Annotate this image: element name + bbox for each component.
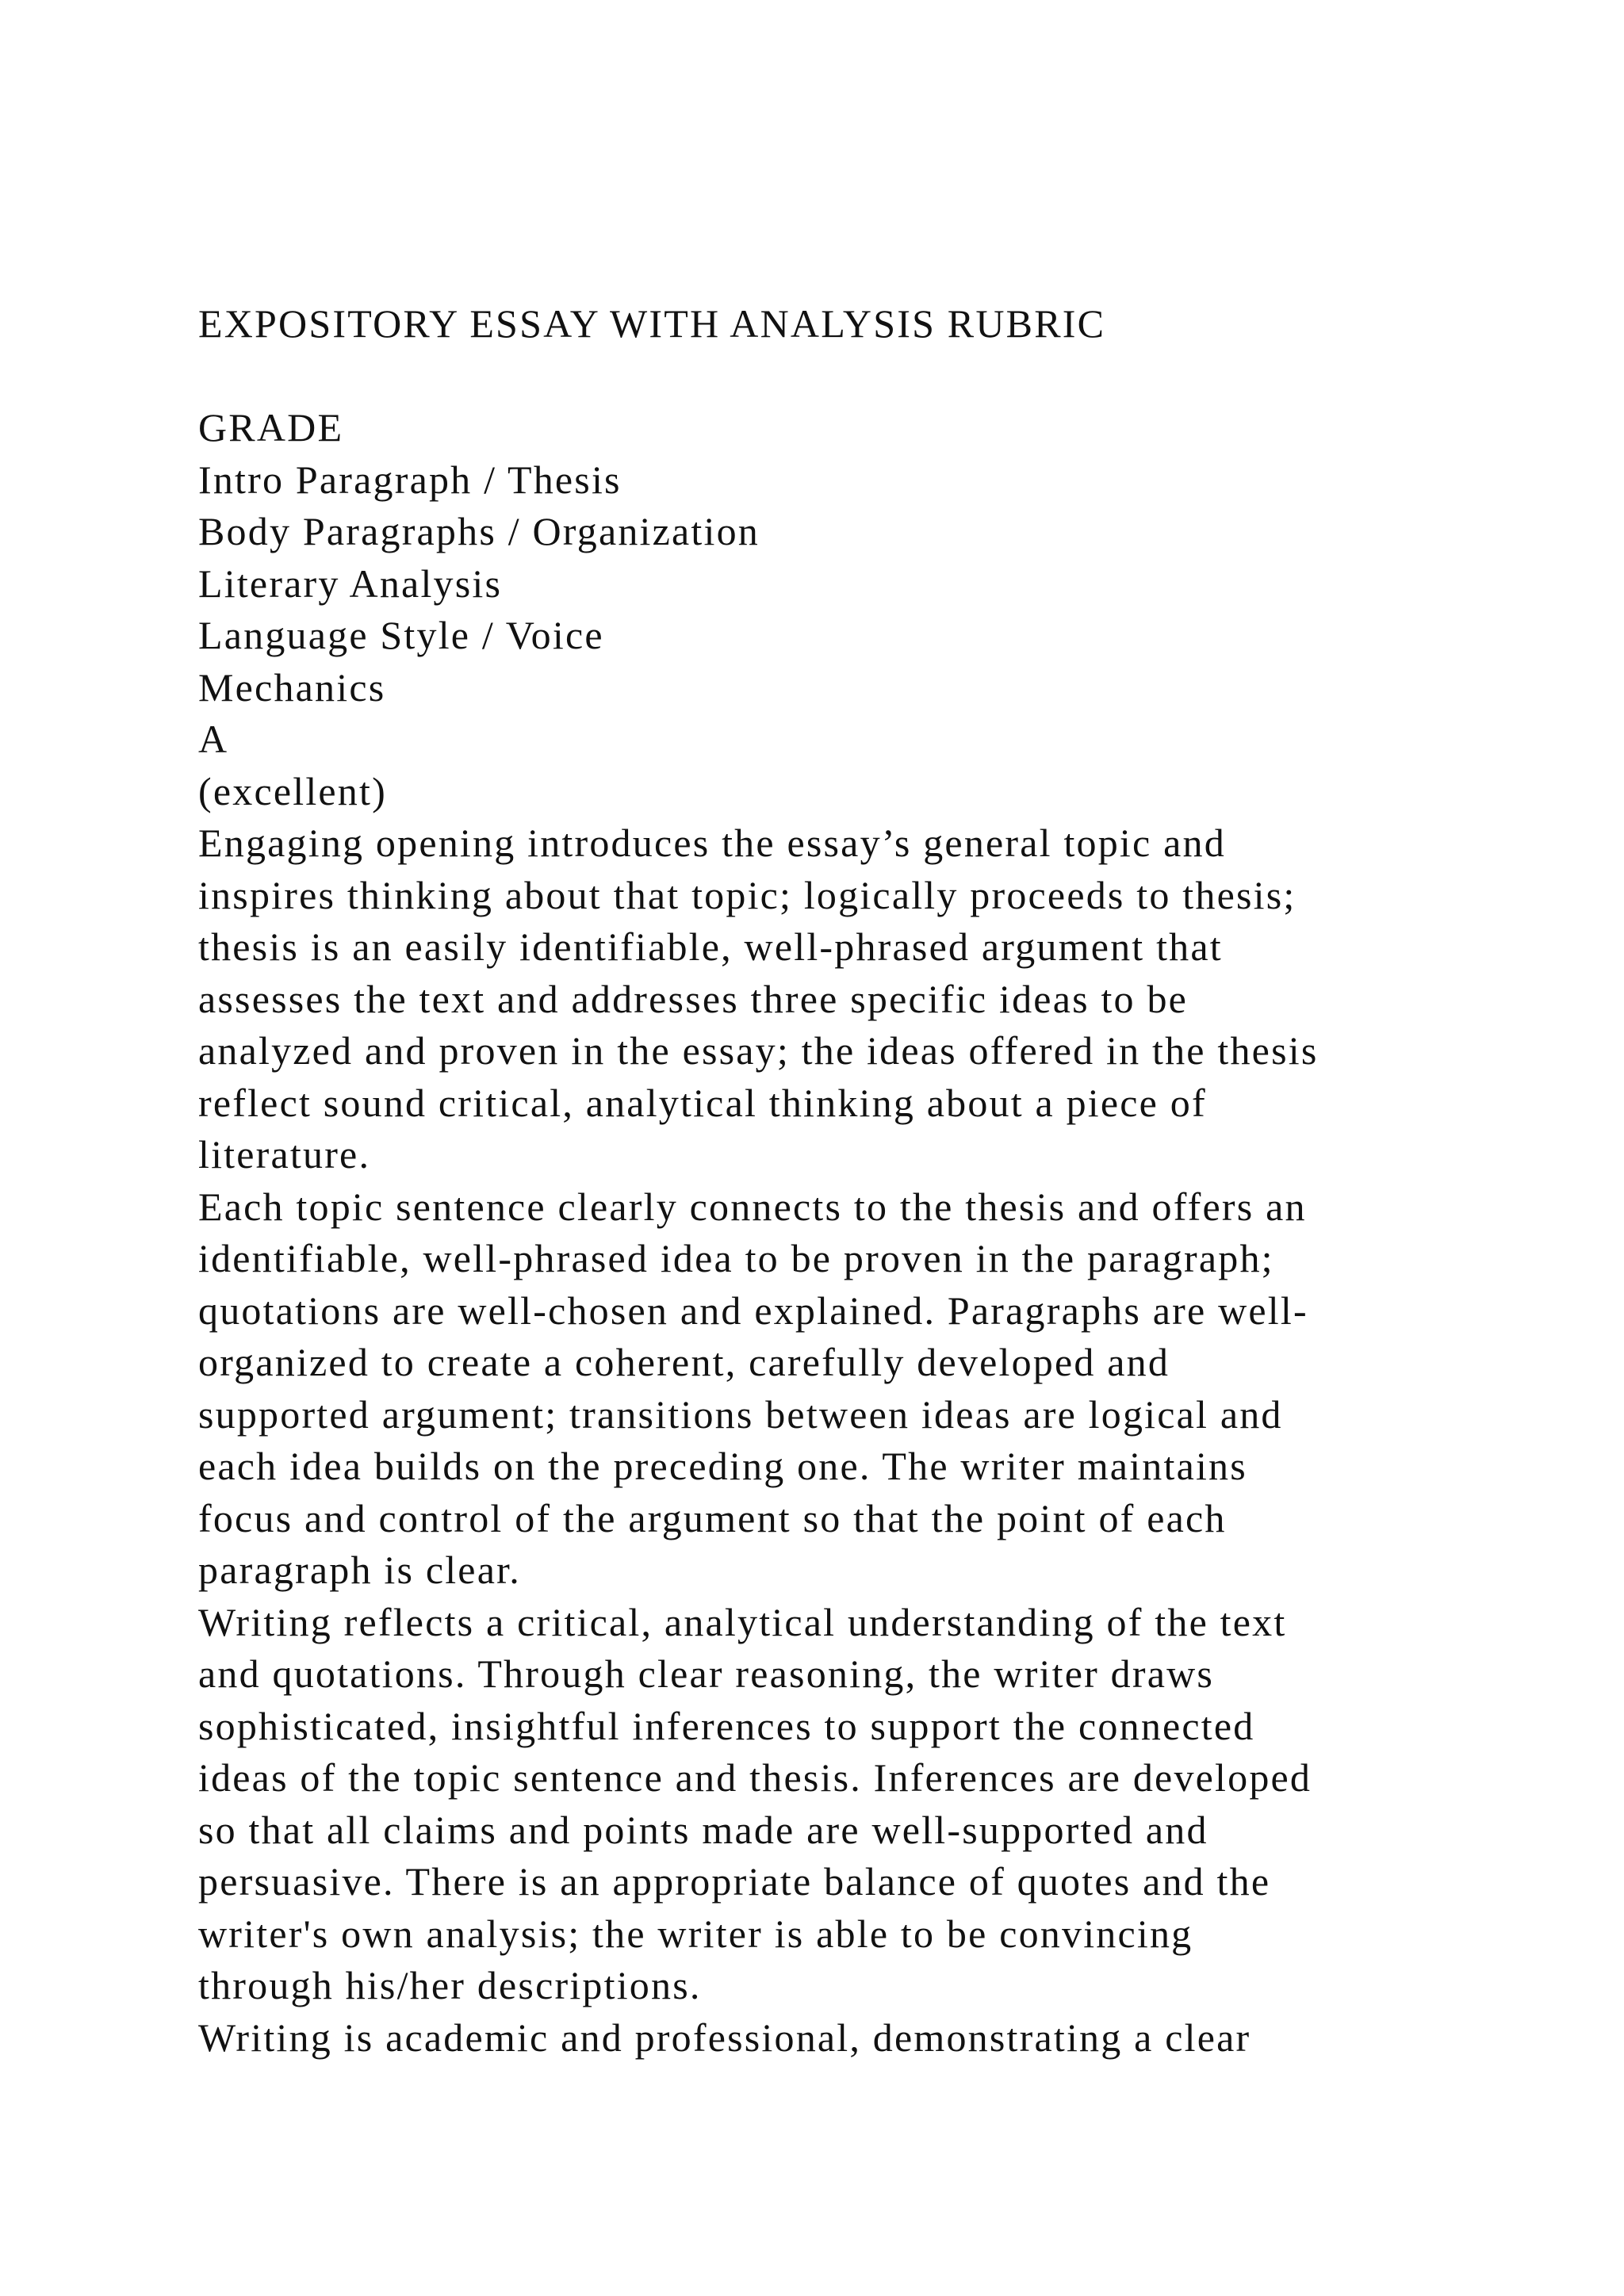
text-line: inspires thinking about that topic; logically proceeds to thesis;: [198, 872, 1297, 917]
criterion-intro-thesis: Intro Paragraph / Thesis: [198, 457, 622, 502]
text-line: focus and control of the argument so that the point of each: [198, 1495, 1227, 1540]
criterion-body-organization: Body Paragraphs / Organization: [198, 509, 760, 553]
text-line: supported argument; transitions between ideas are logical and: [198, 1391, 1283, 1437]
grade-heading: GRADE: [198, 405, 344, 450]
text-line: ideas of the topic sentence and thesis. Inferences are developed: [198, 1755, 1312, 1800]
text-line: so that all claims and points made are well-supported and: [198, 1807, 1208, 1852]
text-line: Engaging opening introduces the essay’s general topic and: [198, 821, 1226, 865]
text-line: assesses the text and addresses three specific ideas to be: [198, 976, 1189, 1021]
text-line: writer's own analysis; the writer is able to be convincing: [198, 1911, 1193, 1956]
criterion-language-style: Language Style / Voice: [198, 613, 604, 657]
text-line: sophisticated, insightful inferences to support the connected: [198, 1703, 1255, 1748]
text-line: and quotations. Through clear reasoning, the writer draws: [198, 1651, 1215, 1696]
text-line: through his/her descriptions.: [198, 1963, 702, 2007]
document-body: [198, 298, 1499, 2064]
text-line: Writing is academic and professional, demonstrating a clear: [198, 2015, 1251, 2060]
text-line: literature.: [198, 1132, 371, 1177]
text-line: quotations are well-chosen and explained. Paragraphs are well-: [198, 1288, 1308, 1333]
blank-line: [198, 350, 1499, 403]
text-line: Writing reflects a critical, analytical understanding of the text: [198, 1599, 1287, 1644]
text-line: paragraph is clear.: [198, 1548, 521, 1592]
text-line: thesis is an easily identifiable, well-phrased argument that: [198, 924, 1223, 969]
text-line: each idea builds on the preceding one. The writer maintains: [198, 1444, 1247, 1488]
document-title: EXPOSITORY ESSAY WITH ANALYSIS RUBRIC: [198, 301, 1106, 346]
text-line: persuasive. There is an appropriate balance of quotes and the: [198, 1859, 1271, 1904]
text-line: Each topic sentence clearly connects to the thesis and offers an: [198, 1184, 1307, 1229]
text-line: analyzed and proven in the essay; the ideas offered in the thesis: [198, 1028, 1319, 1073]
criterion-mechanics: Mechanics: [198, 664, 386, 710]
criterion-literary-analysis: Literary Analysis: [198, 561, 503, 606]
text-line: organized to create a coherent, carefully developed and: [198, 1340, 1170, 1384]
text-line: reflect sound critical, analytical thinking about a piece of: [198, 1080, 1207, 1125]
grade-descriptor: (excellent): [198, 768, 387, 813]
text-line: identifiable, well-phrased idea to be proven in the paragraph;: [198, 1236, 1274, 1280]
grade-letter: A: [198, 717, 229, 761]
